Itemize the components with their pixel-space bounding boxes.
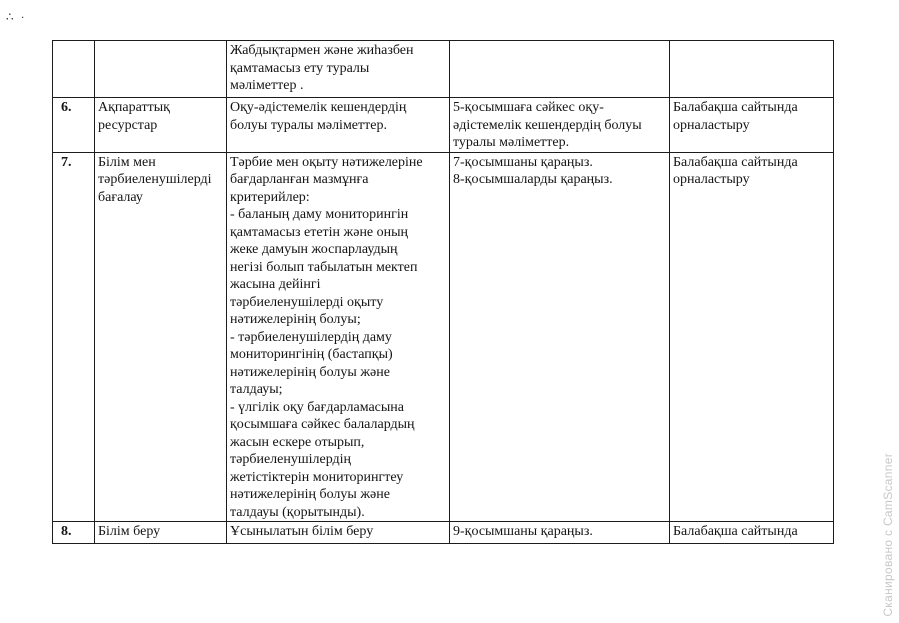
- cell-line: тәрбиеленушілерді: [98, 172, 212, 187]
- cell-line: жасын ескере отырып,: [230, 434, 365, 450]
- cell-line: жасына дейінгі: [230, 277, 321, 292]
- row-number: 8.: [53, 522, 95, 544]
- cell-line: - үлгілік оқу бағдарламасына: [230, 399, 404, 415]
- content-cell: [227, 522, 450, 544]
- cell-line: қамтамасыз ету туралы: [230, 60, 370, 76]
- note-cell: [450, 152, 670, 522]
- cell-line: талдауы (қорытынды).: [230, 504, 365, 520]
- section-name-cell: [95, 41, 227, 98]
- cell-line: 9-қосымшаны қараңыз.: [453, 524, 593, 539]
- cell-line: 7-қосымшаны қараңыз.: [453, 154, 593, 170]
- table-row: [53, 522, 834, 544]
- content-cell: [227, 152, 450, 522]
- cell-line: тәрбиеленушілердің: [230, 452, 352, 467]
- table-row: [53, 41, 834, 98]
- cell-line: Жабдықтармен және жиһазбен: [230, 43, 414, 58]
- cell-line: жеке дамуын жоспарлаудың: [230, 242, 398, 257]
- cell-line: туралы мәліметтер.: [453, 135, 570, 150]
- placement-cell: [670, 98, 834, 153]
- cell-line: Ұсынылатын білім беру: [230, 524, 374, 539]
- cell-line: Тәрбие мен оқыту нәтижелеріне: [230, 154, 423, 170]
- placement-cell: [670, 41, 834, 98]
- cell-line: Ақпараттық: [98, 100, 170, 115]
- cell-line: мониторингінің (бастапқы): [230, 347, 393, 362]
- cell-line: орналастыру: [673, 117, 750, 133]
- placement-cell: [670, 152, 834, 522]
- row-number: [53, 41, 95, 98]
- cell-line: нәтижелерінің болуы және: [230, 487, 390, 502]
- cell-line: бағдарланған мазмұнға: [230, 172, 369, 187]
- content-cell: [227, 41, 450, 98]
- cell-line: Балабақша сайтында: [673, 100, 798, 115]
- note-cell: [450, 41, 670, 98]
- cell-line: 8-қосымшаларды қараңыз.: [453, 172, 613, 187]
- cell-line: талдауы;: [230, 382, 283, 397]
- cell-line: нәтижелерінің болуы және: [230, 364, 390, 380]
- cell-line: нәтижелерінің болуы;: [230, 312, 361, 327]
- section-name-cell: [95, 152, 227, 522]
- cell-line: мәліметтер .: [230, 78, 304, 93]
- cell-line: бағалау: [98, 189, 143, 205]
- note-cell: [450, 522, 670, 544]
- cell-line: Балабақша сайтында: [673, 154, 798, 170]
- requirements-table: [52, 40, 834, 544]
- section-name-cell: [95, 98, 227, 153]
- cell-line: қамтамасыз ететін және оның: [230, 224, 409, 240]
- cell-line: Оқу-әдістемелік кешендердің: [230, 100, 407, 115]
- cell-line: - тәрбиеленушілердің даму: [230, 329, 392, 345]
- table-row: [53, 152, 834, 522]
- placement-cell: [670, 522, 834, 544]
- note-cell: [450, 98, 670, 153]
- cell-line: Білім мен: [98, 154, 156, 170]
- cell-line: критерийлер:: [230, 189, 310, 205]
- cell-line: қосымшаға сәйкес балалардың: [230, 417, 415, 432]
- section-name-cell: [95, 522, 227, 544]
- cell-line: орналастыру: [673, 172, 750, 187]
- cell-line: - баланың даму мониторингін: [230, 207, 409, 222]
- row-number: 7.: [53, 152, 95, 522]
- cell-line: әдістемелік кешендердің болуы: [453, 117, 642, 133]
- cell-line: жетістіктерін мониторингтеу: [230, 469, 404, 485]
- scan-specks: ∴ ·: [6, 10, 27, 24]
- row-number: 6.: [53, 98, 95, 153]
- content-cell: [227, 98, 450, 153]
- cell-line: негізі болып табылатын мектеп: [230, 259, 418, 275]
- cell-line: Балабақша сайтында: [673, 524, 798, 539]
- cell-line: 5-қосымшаға сәйкес оқу-: [453, 100, 604, 115]
- camscanner-watermark: Сканировано с CamScanner: [881, 453, 895, 617]
- cell-line: тәрбиеленушілерді оқыту: [230, 294, 384, 310]
- table-row: [53, 98, 834, 153]
- cell-line: ресурстар: [98, 117, 158, 133]
- cell-line: болуы туралы мәліметтер.: [230, 117, 387, 133]
- cell-line: Білім беру: [98, 524, 161, 539]
